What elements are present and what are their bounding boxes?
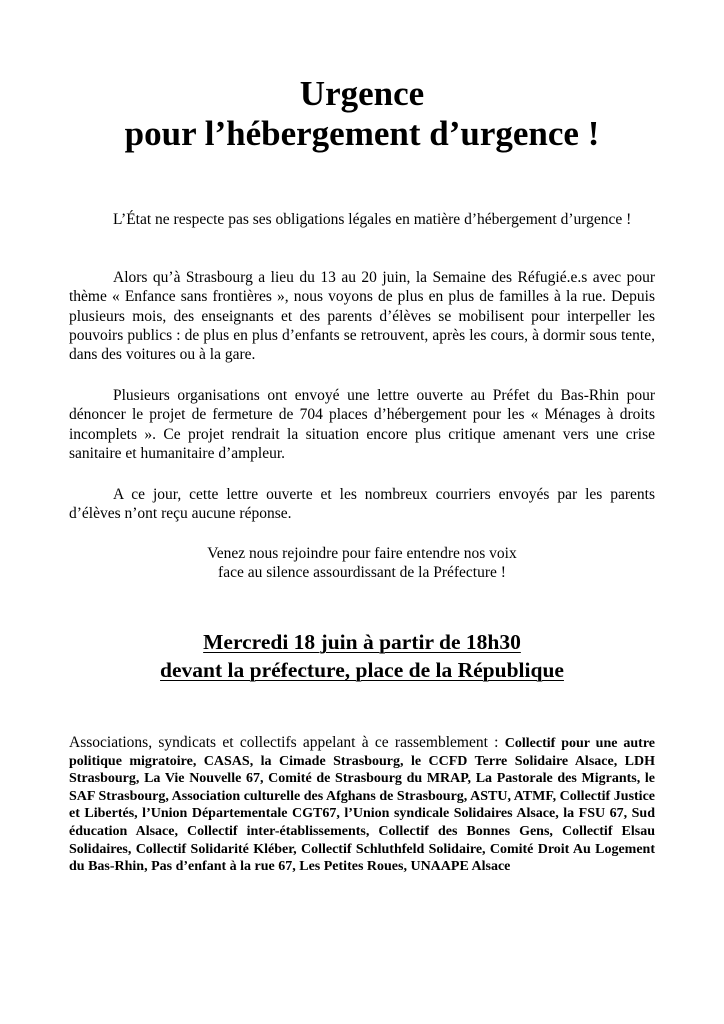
paragraph-refugee-week: Alors qu’à Strasbourg a lieu du 13 au 20 juin, la Semaine des Réfugié.e.s avec pour thème « Enfance sans frontières », nous voyons de plus en plus de familles à la rue. Depuis plusieurs mois, des enseignants et des parents d’élèves se mobilisent pour interpeller les pouvoirs publics : de plus en plus d’enfants se retrouvent, après les cours, à dormir sous tente, dans des voitures ou à la gare.: [69, 269, 655, 364]
paragraph-open-letter: Plusieurs organisations ont envoyé une lettre ouverte au Préfet du Bas-Rhin pour dénoncer le projet de fermeture de 704 places d’hébergement pour les « Ménages à droits incomplets ». Ce projet rendrait la situation encore plus critique amenant vers une crise sanitaire et humanitaire d’ampleur.: [69, 387, 655, 462]
paragraph-legal-obligations: L’État ne respecte pas ses obligations légales en matière d’hébergement d’urgence !: [113, 211, 632, 228]
title-line-2: pour l’hébergement d’urgence !: [124, 114, 600, 153]
organizations-members: Collectif pour une autre politique migratoire, CASAS, la Cimade Strasbourg, le CCFD Terre Solidaire Alsace, LDH Strasbourg, La Vie Nouvelle 67, Comité de Strasbourg du MRAP, La Pastorale des Migrants, le SAF Strasbourg, Association culturelle des Afghans de Strasbourg, ASTU, ATMF, Collectif Justice et Libertés, l’Union Départementale CGT67, l’Union syndicale Solidaires Alsace, la FSU 67, Sud éducation Alsace, Collectif inter-établissements, Collectif des Bonnes Gens, Collectif Elsau Solidaires, Collectif Solidarité Kléber, Collectif Schluthfeld Solidaire, Comité Droit Au Logement du Bas-Rhin, Pas d’enfant à la rue 67, Les Petites Roues, UNAAPE Alsace: [69, 736, 655, 875]
title-line-1: Urgence: [299, 74, 425, 113]
call-line-1: Venez nous rejoindre pour faire entendre nos voix: [207, 545, 517, 562]
call-line-2: face au silence assourdissant de la Préfecture !: [218, 564, 506, 582]
paragraph-no-response: A ce jour, cette lettre ouverte et les nombreux courriers envoyés par les parents d’élèves n’ont reçu aucune réponse.: [69, 486, 655, 523]
event-location: devant la préfecture, place de la République: [160, 658, 564, 682]
event-date-time: Mercredi 18 juin à partir de 18h30: [203, 630, 521, 654]
event-details: [0, 628, 724, 684]
page-title: [0, 74, 724, 154]
call-to-action: [0, 544, 724, 583]
organizations-intro: Associations, syndicats et collectifs appelant à ce rassemblement :: [69, 734, 505, 751]
organizations-list: [69, 734, 655, 876]
